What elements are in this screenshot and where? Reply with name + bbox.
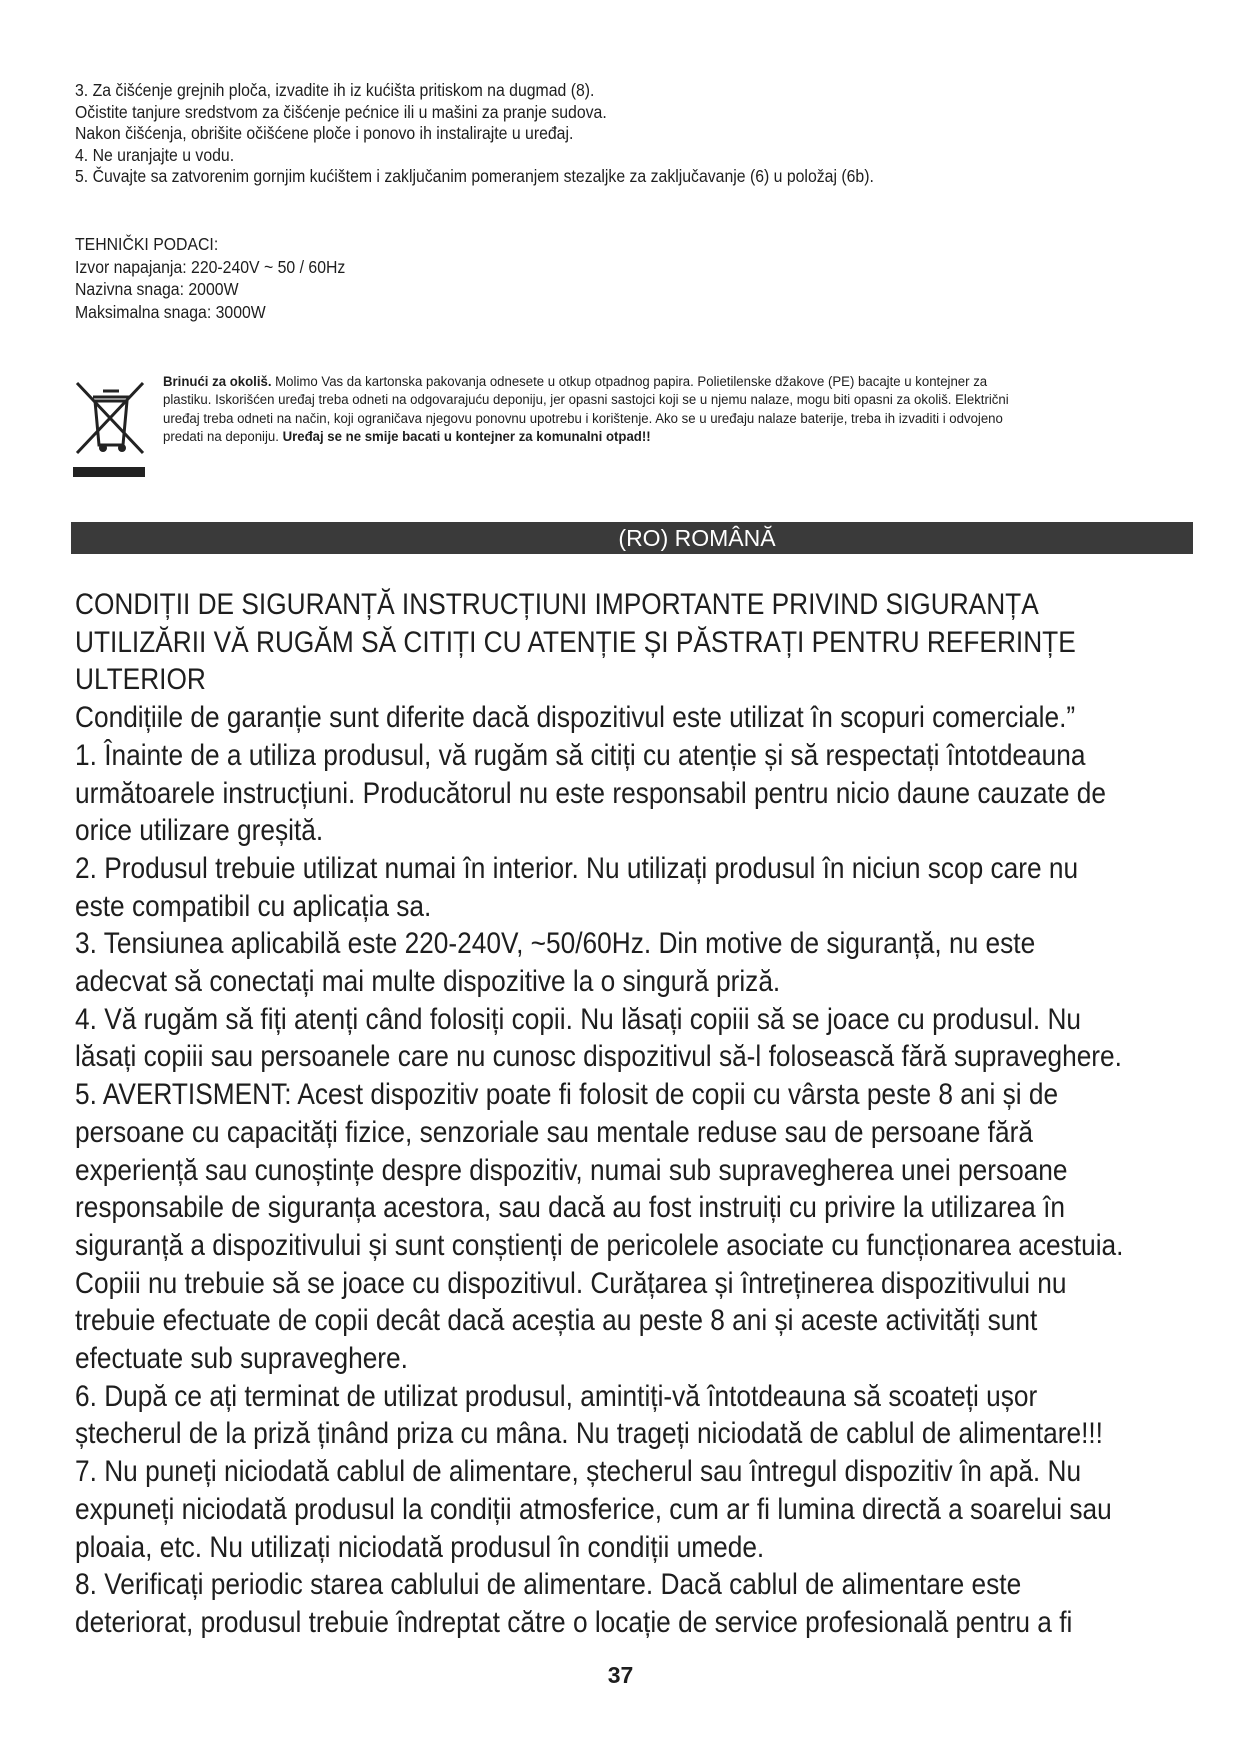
instruction-line: Očistite tanjure sredstvom za čišćenje pećnice ili u mašini za pranje sudova.: [75, 101, 607, 122]
instruction-line: 4. Ne uranjajte u vodu.: [75, 144, 235, 165]
environment-notice-text: predati na deponiju.: [163, 429, 283, 446]
safety-text-line: ploaia, etc. Nu utilizați niciodată produsul în condiții umede.: [75, 1531, 765, 1564]
safety-text-line: trebuie efectuate de copii decât dacă aceștia au peste 8 ani și aceste activități sunt: [75, 1305, 1038, 1338]
safety-text-line: efectuate sub supraveghere.: [75, 1343, 408, 1376]
safety-text-line: experiență sau cunoștințe despre dispozitiv, numai sub supravegherea unei persoane: [75, 1154, 1068, 1187]
page-number: 37: [607, 1662, 634, 1688]
safety-text-line: 1. Înainte de a utiliza produsul, vă rugăm să citiți cu atenție și să respectați întotdeauna: [75, 739, 1086, 772]
technical-data-line: Izvor napajanja: 220-240V ~ 50 / 60Hz: [75, 256, 346, 277]
technical-data-heading: TEHNIČKI PODACI:: [75, 234, 219, 254]
safety-text-line: Condițiile de garanție sunt diferite dacă dispozitivul este utilizat în scopuri comerciale.”: [75, 702, 1076, 735]
environment-notice-warning: Uređaj se ne smije bacati u kontejner za komunalni otpad!!: [282, 429, 651, 446]
safety-text-line: 3. Tensiunea aplicabilă este 220-240V, ~50/60Hz. Din motive de siguranță, nu este: [75, 928, 1036, 961]
safety-text-line: este compatibil cu aplicația sa.: [75, 890, 432, 923]
weee-crossed-bin-icon: [73, 375, 153, 477]
technical-data-line: Nazivna snaga: 2000W: [75, 279, 239, 299]
safety-text-line: 4. Vă rugăm să fiți atenți când folosiți copii. Nu lăsați copiii să se joace cu produsul. Nu: [75, 1003, 1082, 1036]
safety-text-line: lăsați copiii sau persoanele care nu cunosc dispozitivul să-l folosească fără supraveghere.: [75, 1041, 1122, 1074]
safety-text-line: 8. Verificați periodic starea cablului de alimentare. Dacă cablul de alimentare este: [75, 1569, 1022, 1602]
safety-text-line: CONDIȚII DE SIGURANȚĂ INSTRUCȚIUNI IMPORTANTE PRIVIND SIGURANȚA: [75, 589, 1039, 621]
language-section-header: [71, 522, 1193, 554]
environment-notice-text: plastiku. Iskorišćen uređaj treba odneti na odgovarajuću deponiju, jer opasni sastojci koji se u njemu nalaze, mogu biti opasni za okoliš. Električni: [163, 392, 1009, 409]
safety-text-line: 6. După ce ați terminat de utilizat produsul, amintiți-vă întotdeauna să scoateți ușor: [75, 1380, 1038, 1413]
safety-text-line: UTILIZĂRII VĂ RUGĂM SĂ CITIȚI CU ATENȚIE ȘI PĂSTRAȚI PENTRU REFERINȚE: [75, 626, 1076, 659]
safety-text-line: Copiii nu trebuie să se joace cu dispozitivul. Curățarea și întreținerea dispozitivului nu: [75, 1267, 1067, 1300]
technical-data-line: Maksimalna snaga: 3000W: [75, 301, 266, 322]
safety-text-line: 7. Nu puneți niciodată cablul de alimentare, ștecherul sau întregul dispozitiv în apă. Nu: [75, 1456, 1082, 1489]
instruction-line: 3. Za čišćenje grejnih ploča, izvadite ih iz kućišta pritiskom na dugmad (8).: [75, 80, 595, 100]
safety-text-line: expuneți niciodată produsul la condiții atmosferice, cum ar fi lumina directă a soarelui sau: [75, 1493, 1112, 1526]
language-section-label: (RO) ROMÂNĂ: [618, 525, 776, 551]
safety-text-line: orice utilizare greșită.: [75, 815, 324, 848]
safety-text-line: 2. Produsul trebuie utilizat numai în interior. Nu utilizați produsul în niciun scop care nu: [75, 852, 1079, 885]
romanian-safety-instructions: [75, 587, 1209, 1643]
environment-notice-text: uređaj treba odneti na način, koji ograničava njegovu ponovnu upotrebu i korištenje. Ako se u uređaju nalaze baterije, treba ih izvaditi i odvojeno: [163, 410, 1003, 427]
environment-notice-text: Molimo Vas da kartonska pakovanja odnesete u otkup otpadnog papira. Polietilenske džakove (PE) bacajte u kontejner za: [271, 374, 988, 390]
instruction-line: Nakon čišćenja, obrišite očišćene ploče i ponovo ih instalirajte u uređaj.: [75, 123, 574, 144]
instruction-line: 5. Čuvajte sa zatvorenim gornjim kućištem i zaključanim pomeranjem stezaljke za zaključavanje (6) u položaj (6b).: [75, 166, 874, 187]
safety-text-line: siguranță a dispozitivului și sunt conștienți de pericolele asociate cu funcționarea acestuia.: [75, 1229, 1124, 1262]
safety-text-line: adecvat să conectați mai multe dispozitive la o singură priză.: [75, 966, 781, 999]
environment-notice: [163, 373, 1093, 447]
safety-text-line: persoane cu capacități fizice, senzoriale sau mentale reduse sau de persoane fără: [75, 1116, 1033, 1149]
safety-text-line: deteriorat, produsul trebuie îndreptat către o locație de service profesională pentru a fi: [75, 1606, 1073, 1639]
maintenance-instructions: [75, 80, 1105, 188]
technical-data: [75, 233, 345, 323]
safety-text-line: responsabile de siguranța acestora, sau dacă au fost instruiți cu privire la utilizarea în: [75, 1192, 1065, 1225]
safety-text-line: 5. AVERTISMENT: Acest dispozitiv poate fi folosit de copii cu vârsta peste 8 ani și de: [75, 1079, 1059, 1112]
environment-notice-title: Brinući za okoliš.: [163, 374, 272, 390]
safety-text-line: ULTERIOR: [75, 664, 206, 697]
safety-text-line: ștecherul de la priză ținând priza cu mâna. Nu trageți niciodată de cablul de alimentare!!!: [75, 1418, 1103, 1451]
safety-text-line: următoarele instrucțiuni. Producătorul nu este responsabil pentru nicio daune cauzate de: [75, 777, 1106, 810]
